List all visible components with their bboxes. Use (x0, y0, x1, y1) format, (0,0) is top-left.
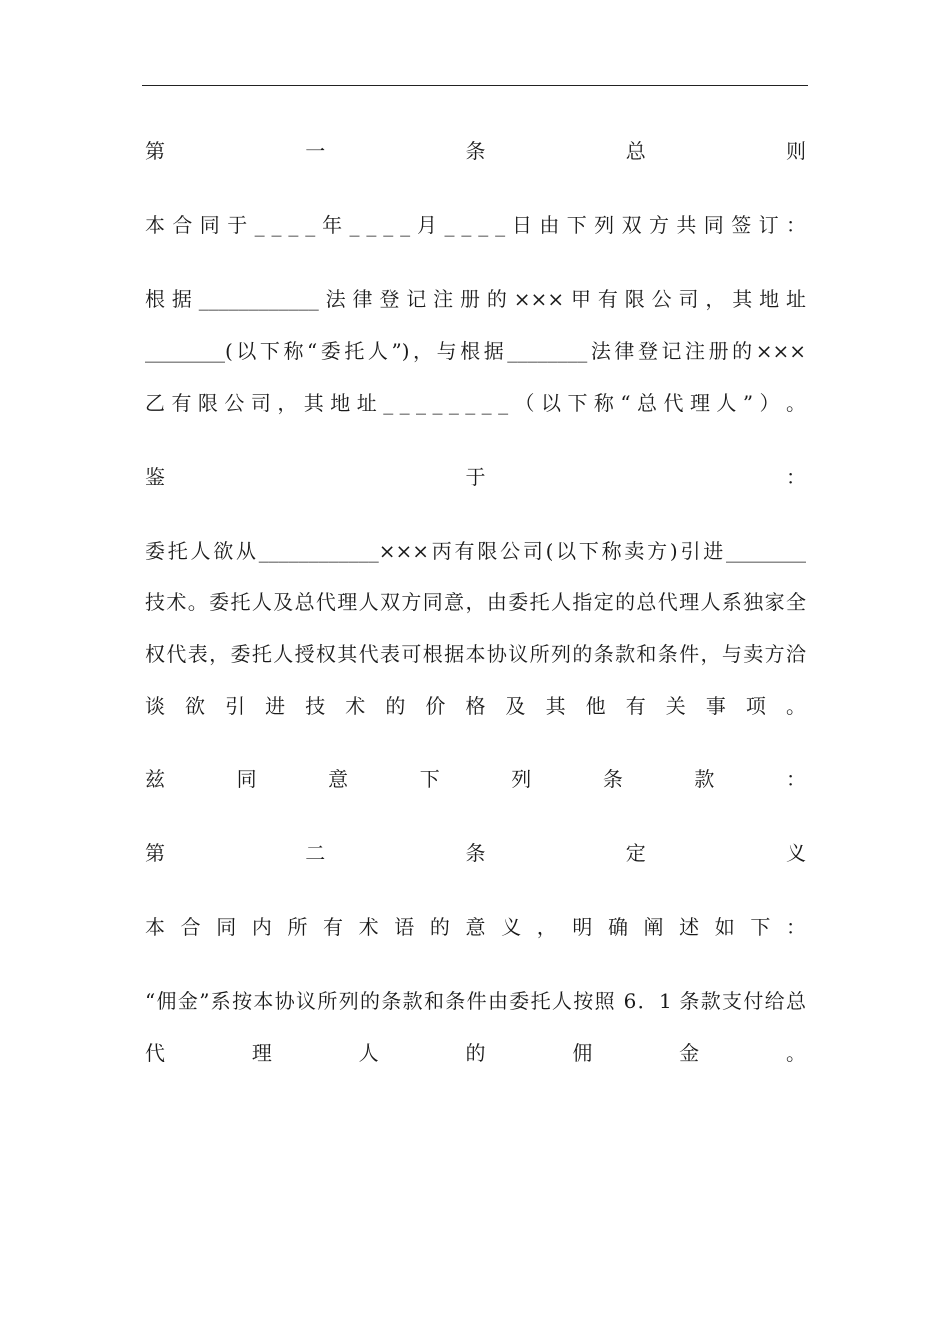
header-rule (142, 85, 808, 86)
paragraph-line: 权代表，委托人授权其代表可根据本协议所列的条款和条件，与卖方洽 (145, 642, 806, 666)
agreement-line: 兹 同 意 下 列 条 款 ： (145, 767, 806, 791)
paragraph-line: 技术。委托人及总代理人双方同意，由委托人指定的总代理人系独家全 (145, 590, 806, 614)
paragraph-line: “佣金”系按本协议所列的条款和条件由委托人按照 6．1 条款支付给总 (145, 989, 806, 1013)
article-1-heading: 第 一 条 总 则 (145, 139, 806, 163)
paragraph-line: 乙 有 限 公 司 ， 其 地 址 _ _ _ _ _ _ _ _ （ 以 下 称 “ 总 代 理 人 ” ） 。 (145, 391, 806, 415)
paragraph-line: 本 合 同 内 所 有 术 语 的 意 义 ， 明 确 阐 述 如 下 ： (145, 915, 806, 939)
paragraph-line: 谈 欲 引 进 技 术 的 价 格 及 其 他 有 关 事 项 。 (145, 694, 806, 718)
paragraph-line: 委托人欲从____________×××丙有限公司(以下称卖方)引进________ (145, 539, 806, 563)
paragraph-line: 代 理 人 的 佣 金 。 (145, 1041, 806, 1065)
whereas-heading: 鉴 于 ： (145, 465, 806, 489)
paragraph-line: 本 合 同 于 _ _ _ _ 年 _ _ _ _ 月 _ _ _ _ 日 由 下 列 双 方 共 同 签 订 ： (145, 213, 806, 237)
paragraph-line: 根据____________法律登记注册的×××甲有限公司，其地址 (145, 287, 806, 311)
article-2-heading: 第 二 条 定 义 (145, 841, 806, 865)
paragraph-line: ________(以下称“委托人”)，与根据________法律登记注册的××× (145, 339, 806, 363)
